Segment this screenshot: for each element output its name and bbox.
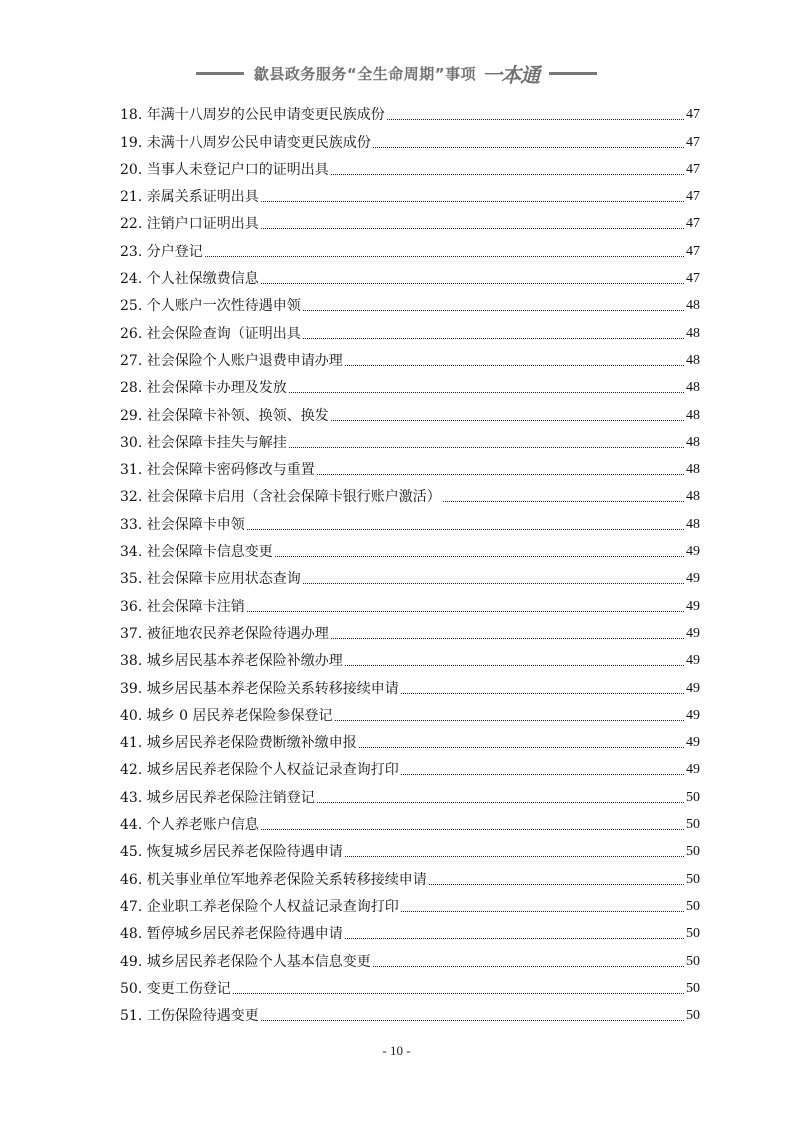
toc-entry-number: 20. [120,161,143,178]
toc-entry-number: 32. [120,489,143,506]
toc-dot-leader [345,856,684,857]
toc-entry[interactable] [120,289,700,316]
toc-entry-title: 亲属关系证明出具 [146,189,259,206]
toc-entry[interactable] [120,562,700,589]
toc-entry-page: 50 [686,789,700,805]
toc-entry-number: 51. [120,1008,143,1025]
toc-entry-page: 49 [686,571,700,587]
toc-entry-page: 49 [686,735,700,751]
toc-entry[interactable] [120,507,700,534]
toc-entry[interactable] [120,808,700,835]
toc-entry[interactable] [120,125,700,152]
toc-entry-page: 50 [686,980,700,996]
toc-entry[interactable] [120,890,700,917]
toc-dot-leader [387,119,684,120]
toc-entry-number: 37. [120,625,143,642]
toc-entry-page: 48 [686,325,700,341]
toc-entry-title: 社会保险查询（证明出具 [146,325,301,342]
toc-entry-title: 个人社保缴费信息 [146,271,259,288]
toc-entry-title: 被征地农民养老保险待遇办理 [146,625,329,642]
toc-dot-leader [401,911,684,912]
toc-entry-page: 49 [686,680,700,696]
toc-entry-number: 33. [120,516,143,533]
toc-entry-page: 48 [686,407,700,423]
toc-entry-page: 48 [686,352,700,368]
toc-dot-leader [205,256,684,257]
toc-entry[interactable] [120,644,700,671]
header-rule-left [196,72,244,75]
toc-entry-title: 社会保障卡申领 [146,516,245,533]
toc-entry-title: 暂停城乡居民养老保险待遇申请 [146,926,343,943]
toc-entry-number: 24. [120,271,143,288]
toc-entry-page: 47 [686,161,700,177]
toc-dot-leader [303,338,684,339]
toc-entry-page: 50 [686,844,700,860]
toc-entry-page: 50 [686,898,700,914]
toc-dot-leader [233,993,684,994]
toc-dot-leader [247,611,684,612]
toc-dot-leader [261,1020,684,1021]
toc-dot-leader [289,392,684,393]
toc-entry-number: 39. [120,680,143,697]
toc-entry[interactable] [120,972,700,999]
toc-entry-number: 31. [120,462,143,479]
toc-entry-title: 社会保障卡信息变更 [146,544,273,561]
toc-entry[interactable] [120,917,700,944]
toc-dot-leader [331,638,684,639]
toc-entry-number: 40. [120,707,143,724]
toc-dot-leader [303,310,684,311]
toc-dot-leader [331,420,684,421]
toc-entry-page: 49 [686,653,700,669]
toc-entry-title: 社会保障卡办理及发放 [146,380,287,397]
toc-dot-leader [401,774,684,775]
toc-entry-title: 个人账户一次性待遇申领 [146,298,301,315]
toc-entry-page: 47 [686,134,700,150]
toc-entry[interactable] [120,671,700,698]
toc-entry[interactable] [120,344,700,371]
toc-entry-title: 未满十八周岁公民申请变更民族成份 [146,134,371,151]
toc-entry[interactable] [120,453,700,480]
toc-entry-title: 工伤保险待遇变更 [146,1008,259,1025]
toc-entry-page: 49 [686,625,700,641]
toc-dot-leader [443,501,684,502]
toc-entry-title: 城乡居民基本养老保险关系转移接续申请 [146,680,399,697]
toc-entry[interactable] [120,98,700,125]
toc-entry-number: 34. [120,544,143,561]
toc-entry-page: 49 [686,707,700,723]
header-title: 歙县政务服务“全生命周期”事项 [253,64,477,83]
toc-entry-number: 18. [120,107,143,124]
toc-dot-leader [317,802,684,803]
toc-entry-title: 当事人未登记户口的证明出具 [146,161,329,178]
toc-entry-title: 企业职工养老保险个人权益记录查询打印 [146,898,399,915]
toc-entry-number: 48. [120,926,143,943]
toc-entry-title: 注销户口证明出具 [146,216,259,233]
toc-entry-number: 43. [120,789,143,806]
toc-entry[interactable] [120,999,700,1026]
toc-entry-title: 个人养老账户信息 [146,817,259,834]
toc-entry-number: 36. [120,598,143,615]
toc-dot-leader [261,283,684,284]
toc-entry-page: 47 [686,243,700,259]
toc-entry[interactable] [120,180,700,207]
toc-dot-leader [335,720,684,721]
toc-entry-page: 50 [686,817,700,833]
toc-dot-leader [429,884,684,885]
toc-entry-title: 社会保障卡挂失与解挂 [146,434,287,451]
toc-dot-leader [303,583,684,584]
toc-entry-number: 27. [120,352,143,369]
header-rule-right [549,72,597,75]
toc-entry-number: 23. [120,243,143,260]
toc-entry-number: 50. [120,980,143,997]
toc-entry[interactable] [120,862,700,889]
page-header [0,58,793,88]
toc-entry-page: 48 [686,462,700,478]
toc-entry-title: 社会保障卡注销 [146,598,245,615]
toc-entry-title: 社会保险个人账户退费申请办理 [146,352,343,369]
toc-entry-page: 50 [686,926,700,942]
toc-entry-title: 城乡居民养老保险个人权益记录查询打印 [146,762,399,779]
toc-entry-title: 城乡居民养老保险费断缴补缴申报 [146,735,357,752]
toc-entry-page: 50 [686,953,700,969]
toc-dot-leader [247,529,684,530]
toc-dot-leader [359,747,684,748]
header-logo: 一本通 [482,62,540,87]
page-number: - 10 - [382,1043,411,1058]
toc-entry-number: 47. [120,898,143,915]
toc-dot-leader [373,147,684,148]
toc-entry[interactable] [120,753,700,780]
toc-entry-number: 19. [120,134,143,151]
toc-entry-number: 35. [120,571,143,588]
toc-entry-number: 29. [120,407,143,424]
toc-dot-leader [345,665,684,666]
toc-entry-title: 机关事业单位军地养老保险关系转移接续申请 [146,871,427,888]
toc-entry[interactable] [120,780,700,807]
toc-entry-number: 25. [120,298,143,315]
toc-entry-title: 社会保障卡补领、换领、换发 [146,407,329,424]
toc-entry-number: 49. [120,953,143,970]
toc-entry-number: 38. [120,653,143,670]
toc-entry[interactable] [120,535,700,562]
toc-entry-page: 48 [686,380,700,396]
toc-entry-title: 城乡居民基本养老保险补缴办理 [146,653,343,670]
toc-entry[interactable] [120,835,700,862]
toc-entry-page: 47 [686,189,700,205]
toc-entry-title: 城乡居民养老保险个人基本信息变更 [146,953,371,970]
toc-entry-number: 30. [120,434,143,451]
toc-entry[interactable] [120,262,700,289]
toc-entry-number: 26. [120,325,143,342]
toc-entry-page: 47 [686,271,700,287]
toc-entry-page: 47 [686,107,700,123]
toc-entry-page: 50 [686,871,700,887]
toc-entry-page: 49 [686,598,700,614]
toc-entry[interactable] [120,726,700,753]
toc-entry-page: 50 [686,1008,700,1024]
toc-entry[interactable] [120,589,700,616]
toc-entry-title: 年满十八周岁的公民申请变更民族成份 [146,107,385,124]
toc-entry-page: 49 [686,544,700,560]
toc-entry-title: 恢复城乡居民养老保险待遇申请 [146,844,343,861]
toc-dot-leader [261,228,684,229]
toc-entry-title: 社会保障卡密码修改与重置 [146,462,315,479]
toc-entry[interactable] [120,371,700,398]
toc-entry-page: 48 [686,434,700,450]
toc-entry-title: 社会保障卡启用（含社会保障卡银行账户激活） [146,489,441,506]
toc-entry-number: 44. [120,817,143,834]
toc-entry-number: 45. [120,844,143,861]
toc-entry-number: 46. [120,871,143,888]
toc-dot-leader [331,174,684,175]
toc-entry[interactable] [120,480,700,507]
toc-dot-leader [261,829,684,830]
toc-entry-page: 48 [686,516,700,532]
toc-entry-title: 城乡居民养老保险注销登记 [146,789,315,806]
toc-entry-title: 城乡 0 居民养老保险参保登记 [146,707,333,724]
toc-entry-page: 49 [686,762,700,778]
toc-entry-page: 47 [686,216,700,232]
toc-entry[interactable] [120,207,700,234]
toc-entry-title: 变更工伤登记 [146,980,231,997]
toc-entry[interactable] [120,944,700,971]
toc-dot-leader [401,693,684,694]
toc-dot-leader [275,556,684,557]
table-of-contents [120,98,700,1026]
toc-entry-title: 分户登记 [146,243,203,260]
toc-entry[interactable] [120,699,700,726]
toc-dot-leader [261,201,684,202]
toc-entry[interactable] [120,234,700,261]
toc-entry-page: 48 [686,298,700,314]
toc-dot-leader [345,365,684,366]
toc-dot-leader [317,474,684,475]
toc-entry[interactable] [120,617,700,644]
toc-entry-number: 22. [120,216,143,233]
toc-dot-leader [345,938,684,939]
toc-dot-leader [373,966,684,967]
toc-entry[interactable] [120,153,700,180]
toc-dot-leader [289,447,684,448]
toc-entry-number: 41. [120,735,143,752]
toc-entry[interactable] [120,316,700,343]
toc-entry[interactable] [120,426,700,453]
toc-entry-title: 社会保障卡应用状态查询 [146,571,301,588]
toc-entry-page: 48 [686,489,700,505]
toc-entry[interactable] [120,398,700,425]
toc-entry-number: 21. [120,189,143,206]
toc-entry-number: 28. [120,380,143,397]
toc-entry-number: 42. [120,762,143,779]
